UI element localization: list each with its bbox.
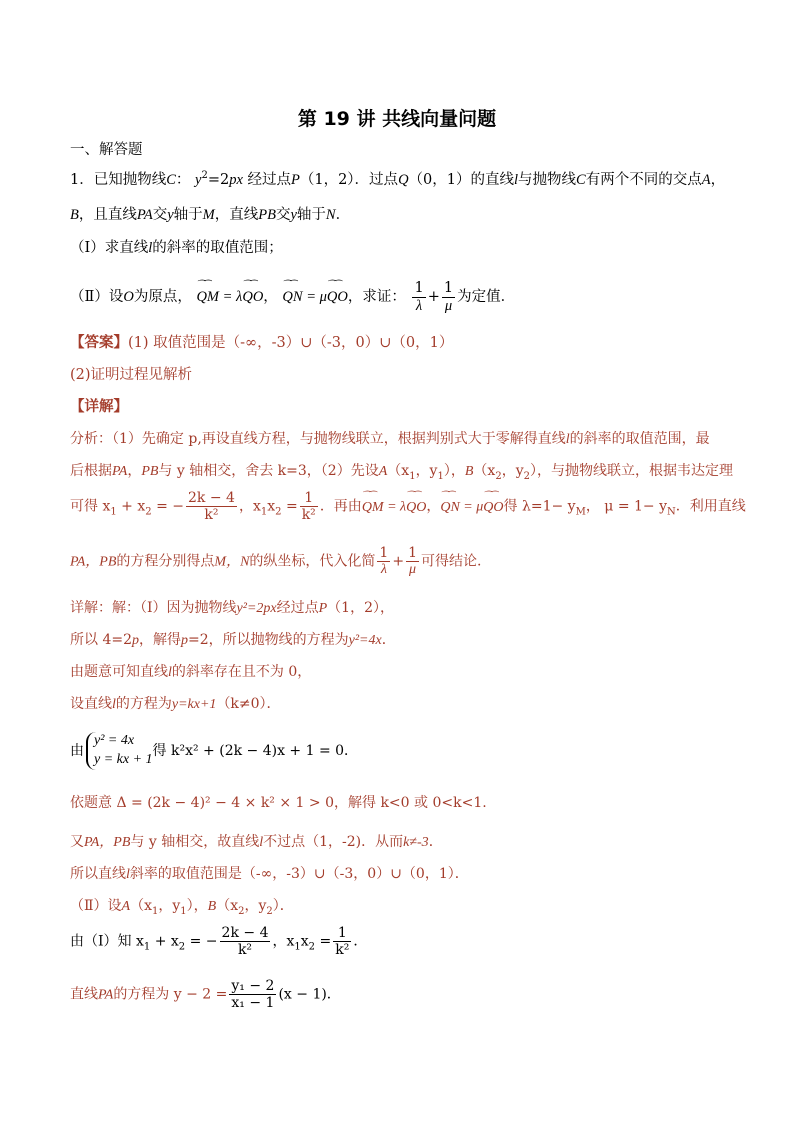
- text: 可得 x: [70, 498, 111, 515]
- denominator: λ: [415, 297, 423, 314]
- fraction: [442, 280, 455, 314]
- text: 的方程分别得点: [116, 553, 215, 570]
- text: ，y: [415, 463, 438, 479]
- sub: 2: [238, 905, 245, 917]
- text: （Ⅱ）设: [70, 289, 124, 306]
- text: ）．: [272, 898, 294, 914]
- var: O: [123, 289, 134, 306]
- sub: 2: [145, 506, 152, 518]
- text: 由（I）知 x: [70, 933, 144, 950]
- text: x: [267, 498, 276, 515]
- page-title: 第 19 讲 共线向量问题: [297, 108, 497, 130]
- text: ，: [263, 289, 278, 306]
- sub: 2: [275, 506, 282, 518]
- text: （Ⅱ）设: [70, 898, 122, 914]
- text: 与 y 轴相交，故直线: [130, 834, 260, 850]
- text: 轴于: [173, 207, 203, 223]
- text: 直线: [70, 986, 98, 1003]
- sub: 1: [143, 941, 151, 953]
- denominator: x₁ − 1: [231, 995, 275, 1012]
- var: l: [168, 665, 172, 680]
- denominator: λ: [380, 562, 387, 578]
- solution-line-2: [70, 632, 396, 650]
- vector-qm: ⁀⁀ QM: [196, 289, 219, 306]
- text: 的斜率存在且不为 0，: [171, 664, 312, 680]
- text: 详解：解：（Ⅰ）因为抛物线: [70, 600, 237, 616]
- var: PA，PB: [84, 835, 131, 850]
- text: 后根据: [70, 463, 112, 479]
- var: px: [229, 171, 243, 188]
- fraction: [220, 925, 271, 958]
- problem-line-1: [70, 170, 725, 189]
- fraction: [300, 490, 318, 523]
- text: ，x: [238, 498, 261, 515]
- text: =2，所以抛物线的方程为: [188, 632, 349, 648]
- sub: M: [575, 506, 586, 518]
- var: y²=4x: [348, 633, 382, 648]
- text: 的方程为 y − 2 =: [113, 986, 228, 1003]
- var: l: [565, 432, 570, 447]
- text: ， μ = 1− y: [585, 498, 668, 515]
- sub: 1: [409, 470, 416, 482]
- text: 轴于: [296, 207, 326, 223]
- problem-part-2: [70, 280, 515, 314]
- var: l: [112, 697, 116, 712]
- text: ），: [186, 898, 208, 914]
- text: = −: [185, 933, 218, 950]
- detail-tag: 【详解】: [70, 399, 128, 415]
- fraction: [333, 925, 351, 958]
- fraction: [412, 280, 425, 314]
- text: （Ⅰ）求直线: [70, 240, 149, 256]
- answer-line-1: [70, 335, 453, 352]
- sub: 2: [266, 905, 273, 917]
- answer-line-2: (2)证明过程见解析: [70, 367, 193, 383]
- text: ，: [127, 463, 142, 479]
- var: B: [207, 899, 217, 914]
- text: ），: [443, 463, 465, 479]
- text: 得 k²x² + (2k − 4)x + 1 = 0．: [152, 742, 359, 759]
- solution-line-4: [70, 696, 281, 714]
- text: x: [300, 933, 309, 950]
- text: 由: [70, 742, 84, 759]
- analysis-line-4: [70, 545, 481, 578]
- var: P: [291, 171, 300, 188]
- text: =2: [207, 171, 230, 188]
- text: = μ: [459, 499, 484, 515]
- sub: 1: [110, 506, 117, 518]
- sub: 1: [180, 905, 187, 917]
- text: =: [281, 498, 298, 515]
- solution-line-5: [70, 732, 358, 770]
- var: N: [325, 207, 336, 223]
- denominator: μ: [409, 562, 417, 578]
- text: ，y: [501, 463, 524, 479]
- numerator: 1: [408, 545, 417, 561]
- text: ，y: [244, 898, 267, 914]
- text: = −: [151, 498, 185, 515]
- text: 与 y 轴相交，舍去 k=3，（2）先设: [158, 463, 379, 479]
- var: M: [202, 207, 215, 223]
- var: y²=2px: [236, 601, 277, 616]
- sub: N: [667, 506, 676, 518]
- equation: y² = 4x: [94, 733, 135, 748]
- var: B: [464, 464, 474, 479]
- vector-qo: ⁀⁀ QO: [483, 500, 503, 517]
- denominator: k²: [335, 942, 350, 959]
- text: 经过点: [276, 600, 319, 616]
- var: PA: [98, 987, 114, 1003]
- text: + x: [116, 498, 146, 515]
- text: ．再由: [319, 498, 362, 515]
- var: l: [514, 171, 519, 188]
- text: 设直线: [70, 696, 112, 712]
- text: （1，2）．过点: [299, 171, 399, 188]
- analysis-line-2: [70, 463, 733, 483]
- var: y: [167, 207, 174, 223]
- text: 1．已知抛物线: [70, 171, 167, 188]
- var: PB: [258, 207, 276, 223]
- denominator: k²: [237, 942, 253, 959]
- text: 所以直线: [70, 866, 126, 882]
- var: PA，PB: [70, 554, 117, 570]
- solution-line-7: [70, 834, 443, 852]
- text: 由题意可知直线: [70, 664, 168, 680]
- var: C: [166, 171, 176, 188]
- text: =: [315, 933, 332, 950]
- text: ．: [335, 207, 351, 223]
- text: （0，1）的直线: [408, 171, 514, 188]
- text: 交: [275, 207, 291, 223]
- numerator: 2k − 4: [188, 490, 235, 506]
- text: = μ: [302, 289, 327, 306]
- text: （x: [473, 463, 496, 479]
- text: ，求证：: [347, 289, 406, 306]
- text: 有两个不同的交点: [585, 171, 702, 188]
- solution-line-9: [70, 898, 294, 918]
- vector-qn: ⁀⁀ QN: [440, 500, 459, 517]
- equation: y = kx + 1: [94, 751, 153, 767]
- text: 不过点（1，-2)．从而: [263, 834, 404, 850]
- text: ，且直线: [78, 207, 137, 223]
- var: p: [181, 633, 188, 648]
- text: ．利用直线: [675, 498, 746, 515]
- text: （k≠0）．: [216, 696, 281, 712]
- text: 交: [152, 207, 168, 223]
- text: ：: [175, 171, 191, 188]
- sub: 1: [294, 941, 301, 953]
- var: l: [126, 867, 130, 882]
- section-heading: 一、解答题: [70, 142, 143, 158]
- solution-line-10: [70, 925, 367, 958]
- var: l: [259, 835, 264, 850]
- var: Q: [398, 171, 409, 188]
- var: A: [701, 171, 711, 188]
- var: k≠-3: [403, 835, 429, 850]
- text: 分析：（1）先确定 p,再设直线方程，与抛物线联立，根据判别式大于零解得直线: [70, 431, 566, 447]
- text: = λ: [383, 499, 407, 515]
- text: +: [427, 289, 440, 306]
- var: C: [576, 171, 586, 188]
- text: 的斜率的取值范围，最: [569, 431, 710, 447]
- sub: 2: [308, 941, 316, 953]
- vector-qm: ⁀⁀ QM: [362, 500, 384, 517]
- text: 经过点: [247, 171, 291, 188]
- var: B: [70, 207, 79, 223]
- solution-line-11: [70, 978, 341, 1011]
- vector-qn: ⁀⁀ QN: [282, 289, 302, 306]
- denominator: μ: [444, 297, 453, 314]
- numerator: 1: [414, 280, 424, 296]
- text: （x: [130, 898, 152, 914]
- text: + x: [150, 933, 179, 950]
- text: （x: [387, 463, 410, 479]
- var: A: [121, 899, 131, 914]
- numerator: 1: [333, 925, 351, 942]
- numerator: 1: [300, 490, 318, 507]
- fraction: [406, 545, 419, 578]
- var: y: [290, 207, 297, 223]
- text: （x: [216, 898, 239, 914]
- text: ，x: [272, 933, 295, 950]
- text: ，: [426, 498, 441, 515]
- sub: 2: [178, 941, 186, 953]
- var: P: [318, 601, 328, 616]
- numerator: 2k − 4: [221, 925, 269, 941]
- text: 又: [70, 834, 84, 850]
- denominator: k²: [204, 507, 219, 524]
- vector-qo: ⁀⁀ QO: [327, 289, 348, 306]
- sub: 1: [151, 905, 159, 917]
- text: ），与抛物线联立，根据韦达定理: [530, 463, 733, 479]
- denominator: k²: [301, 507, 316, 524]
- text: 得 λ=1− y: [503, 498, 576, 515]
- vector-qo: ⁀⁀ QO: [406, 500, 426, 517]
- analysis-line-1: [70, 431, 710, 449]
- var: PB: [141, 464, 159, 479]
- text: (x − 1)．: [278, 986, 341, 1003]
- text: 的斜率的取值范围；: [152, 240, 283, 256]
- var: M，N: [214, 554, 250, 570]
- var: y: [195, 171, 202, 188]
- sup: 2: [201, 170, 208, 181]
- text: ，直线: [214, 207, 259, 223]
- text: = λ: [219, 289, 243, 306]
- problem-line-2: [70, 207, 350, 224]
- text: （1，2），: [327, 600, 394, 616]
- text: 为原点，: [133, 289, 192, 306]
- fraction: [186, 490, 237, 523]
- equation-system: [86, 732, 153, 770]
- text: 可得结论.: [420, 553, 482, 570]
- numerator: 1: [443, 280, 454, 296]
- var: p: [132, 633, 139, 648]
- answer-text: (1) 取值范围是（-∞，-3）∪（-3，0）∪（0，1）: [128, 335, 454, 351]
- text: 斜率的取值范围是（-∞，-3）∪（-3，0）∪（0，1）．: [129, 866, 469, 882]
- solution-line-8: [70, 866, 469, 884]
- analysis-line-3: [70, 490, 746, 523]
- fraction: [377, 545, 390, 578]
- fraction: [229, 978, 276, 1011]
- var: A: [378, 464, 388, 479]
- vector-qo: ⁀⁀ QO: [242, 289, 263, 306]
- solution-line-1: [70, 600, 394, 618]
- text: 所以 4=2: [70, 632, 132, 648]
- text: ．: [381, 632, 396, 648]
- sub: 2: [523, 470, 530, 482]
- solution-line-3: [70, 664, 311, 682]
- text: 为定值．: [457, 289, 516, 306]
- text: 的纵坐标，代入化简: [249, 553, 376, 570]
- var: l: [148, 240, 153, 256]
- answer-tag: 【答案】: [70, 335, 128, 351]
- text: ，: [710, 171, 726, 188]
- numerator: y₁ − 2: [231, 978, 275, 994]
- var: y=kx+1: [171, 697, 217, 712]
- text: 与抛物线: [518, 171, 577, 188]
- text: ．: [428, 834, 443, 850]
- var: PA: [136, 207, 153, 223]
- problem-part-1: [70, 240, 283, 257]
- sub: 2: [495, 470, 502, 482]
- sub: 1: [437, 470, 444, 482]
- text: +: [392, 553, 405, 570]
- numerator: 1: [379, 545, 389, 561]
- var: PA: [112, 464, 128, 479]
- text: ，y: [158, 898, 181, 914]
- text: 的方程为: [115, 696, 172, 712]
- solution-line-6: 依题意 Δ = (2k − 4)² − 4 × k² × 1 > 0，解得 k<0 或 0<k<1.: [70, 795, 487, 811]
- sub: 1: [260, 506, 268, 518]
- text: ，解得: [139, 632, 181, 648]
- text: ．: [353, 933, 368, 950]
